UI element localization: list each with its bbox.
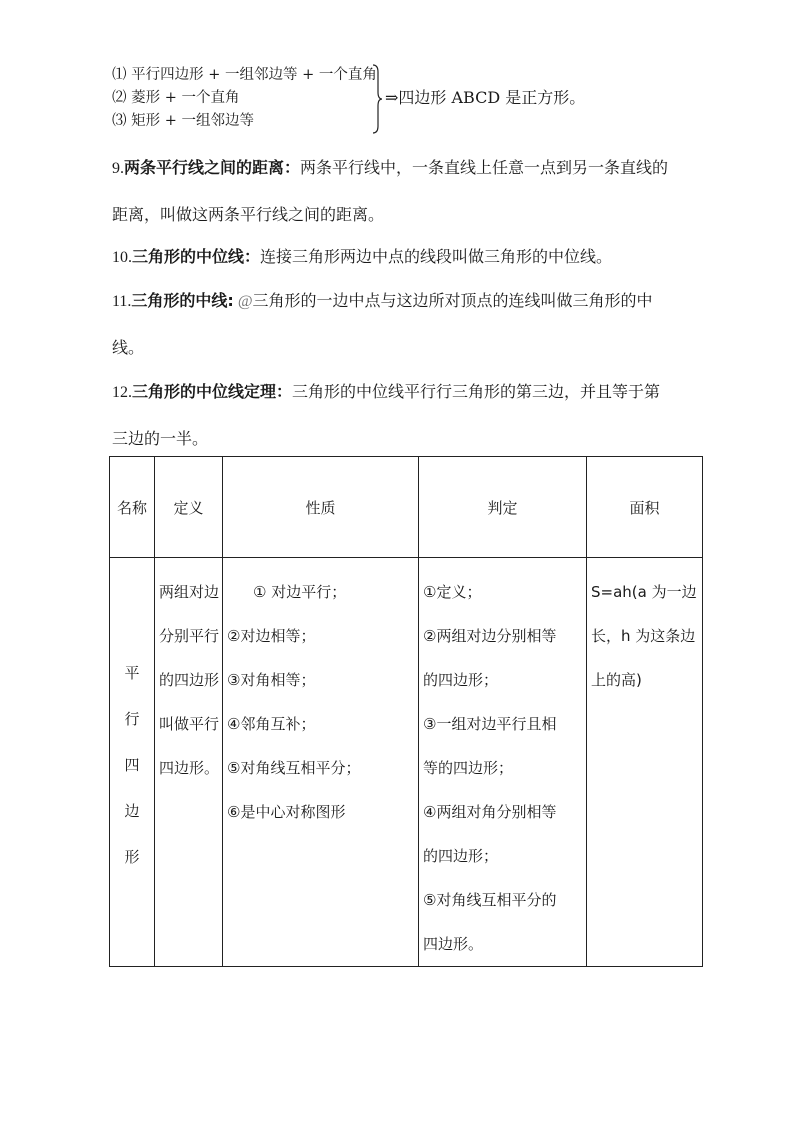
condition-3: ⑶ 矩形 + 一组邻边等 bbox=[112, 113, 254, 129]
property-item: ②对边相等； bbox=[227, 627, 316, 645]
condition-1: ⑴ 平行四边形 + 一组邻边等 + 一个直角 bbox=[112, 67, 377, 83]
cell-definition bbox=[155, 558, 223, 967]
item-text: 三角形的一边中点与这边所对顶点的连线叫做三角形的中 bbox=[252, 291, 653, 310]
table-header-row bbox=[110, 457, 703, 558]
item-term: 三角形的中位线： bbox=[132, 247, 261, 266]
condition-2: ⑵ 菱形 + 一个直角 bbox=[112, 90, 240, 106]
criteria-line: 的四边形； bbox=[423, 671, 499, 689]
item-9-line-2: 距离，叫做这两条平行线之间的距离。 bbox=[112, 205, 385, 224]
name-char: 边 bbox=[124, 802, 140, 820]
item-11-line-1 bbox=[112, 278, 712, 325]
item-12 bbox=[112, 369, 712, 462]
item-number: 12. bbox=[112, 384, 132, 401]
cell-criteria bbox=[419, 558, 587, 967]
item-number: 10. bbox=[112, 249, 132, 266]
criteria-line: ⑤对角线互相平分的 bbox=[423, 891, 557, 909]
square-conclusion: ⇒四边形 ABCD 是正方形。 bbox=[385, 88, 586, 107]
name-char: 行 bbox=[124, 710, 140, 728]
criteria-line: ③一组对边平行且相 bbox=[423, 715, 557, 733]
area-text: S=ah(a 为一边长，h 为这条边上的高) bbox=[591, 583, 697, 689]
criteria-line: 四边形。 bbox=[423, 935, 484, 953]
item-text: 两条平行线中，一条直线上任意一点到另一条直线的 bbox=[300, 158, 669, 177]
cell-name bbox=[110, 558, 155, 967]
criteria-line: ①定义； bbox=[423, 583, 482, 601]
item-10-line-1 bbox=[112, 234, 712, 281]
item-12-line-2: 三边的一半。 bbox=[112, 429, 209, 448]
criteria-line: ④两组对角分别相等 bbox=[423, 803, 557, 821]
item-term: 三角形的中位线定理： bbox=[132, 382, 293, 401]
item-text: 三角形的中位线平行行三角形的第三边，并且等于第 bbox=[292, 382, 661, 401]
cell-properties bbox=[223, 558, 419, 967]
at-symbol: @ bbox=[233, 293, 253, 310]
item-9-line-1 bbox=[112, 145, 712, 192]
table-row bbox=[110, 558, 703, 967]
header-name: 名称 bbox=[110, 457, 155, 558]
quadrilateral-table bbox=[109, 456, 703, 967]
right-brace-icon bbox=[372, 64, 382, 134]
item-9 bbox=[112, 145, 712, 238]
name-char: 形 bbox=[124, 848, 140, 866]
item-11-line-2: 线。 bbox=[112, 338, 145, 357]
header-properties: 性质 bbox=[223, 457, 419, 558]
item-11 bbox=[112, 278, 712, 371]
criteria-line: ②两组对边分别相等 bbox=[423, 627, 557, 645]
property-item: ⑤对角线互相平分； bbox=[227, 759, 361, 777]
item-number: 9. bbox=[112, 160, 124, 177]
item-text: 连接三角形两边中点的线段叫做三角形的中位线。 bbox=[260, 247, 613, 266]
item-term: 三角形的中线: bbox=[131, 291, 234, 310]
item-number: 11. bbox=[112, 293, 132, 310]
property-item: ③对角相等； bbox=[227, 671, 316, 689]
item-term: 两条平行线之间的距离： bbox=[124, 158, 301, 177]
name-char: 平 bbox=[124, 664, 140, 682]
header-definition: 定义 bbox=[155, 457, 223, 558]
name-char: 四 bbox=[124, 756, 140, 774]
item-12-line-1 bbox=[112, 369, 712, 416]
property-item: ⑥是中心对称图形 bbox=[227, 803, 346, 821]
item-10 bbox=[112, 234, 712, 281]
cell-area bbox=[587, 558, 703, 967]
definition-text: 两组对边分别平行的四边形叫做平行四边形。 bbox=[159, 583, 220, 777]
header-criteria: 判定 bbox=[419, 457, 587, 558]
header-area: 面积 bbox=[587, 457, 703, 558]
property-item: ① 对边平行； bbox=[253, 583, 347, 601]
property-item: ④邻角互补； bbox=[227, 715, 316, 733]
criteria-line: 的四边形； bbox=[423, 847, 499, 865]
criteria-line: 等的四边形； bbox=[423, 759, 514, 777]
